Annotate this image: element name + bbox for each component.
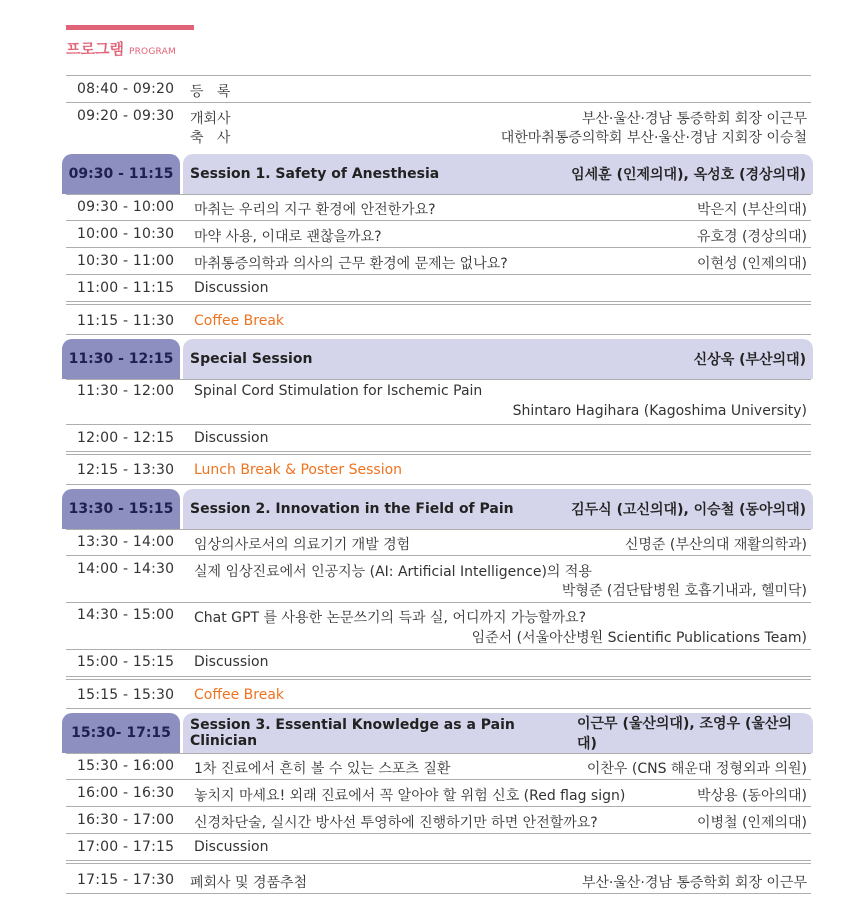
divider [66, 753, 811, 754]
talk-speaker: 이찬우 (CNS 해운대 정형외과 의원) [586, 761, 807, 777]
talk-title: 임상의사로서의 의료기기 개발 경험 [194, 537, 411, 553]
divider [66, 220, 811, 221]
talk-time: 15:00 - 15:15 [77, 654, 175, 670]
session3-title: Session 3. Essential Knowledge as a Pain Clinician [190, 717, 515, 749]
talk-speaker: 이병철 (인제의대) [696, 815, 807, 831]
divider [66, 555, 811, 556]
talk-title: Chat GPT 를 사용한 논문쓰기의 득과 실, 어디까지 가능할까요? [194, 610, 587, 626]
divider [66, 424, 811, 425]
talk-title: 신경차단술, 실시간 방사선 투영하에 진행하기만 하면 안전할까요? [194, 815, 598, 831]
talk-speaker: 신명준 (부산의대 재활의학과) [624, 537, 807, 553]
talk-time: 10:30 - 11:00 [77, 253, 175, 269]
session1-chairs: 임세훈 (인제의대), 옥성호 (경상의대) [571, 167, 806, 183]
special-session-chairs: 신상욱 (부산의대) [693, 352, 806, 368]
talk-time: 09:30 - 10:00 [77, 199, 175, 215]
talk-time: 16:00 - 16:30 [77, 785, 175, 801]
closing-label: 폐회사 및 경품추첨 [190, 875, 308, 891]
divider [66, 806, 811, 807]
talk-title: Spinal Cord Stimulation for Ischemic Pain [194, 383, 483, 399]
coffee-break-label: Coffee Break [194, 313, 285, 329]
break-time: 11:15 - 11:30 [77, 313, 175, 329]
lunch-break-label: Lunch Break & Poster Session [194, 462, 403, 478]
divider [66, 649, 811, 650]
divider [66, 379, 811, 380]
session3-time: 15:30- 17:15 [62, 713, 180, 753]
congratulatory-label: 축 사 [190, 130, 231, 146]
divider [66, 779, 811, 780]
talk-speaker: Shintaro Hagihara (Kagoshima University) [512, 403, 807, 419]
divider [66, 247, 811, 248]
special-session-title: Special Session [190, 351, 313, 367]
break-time: 12:15 - 13:30 [77, 462, 175, 478]
session2-title: Session 2. Innovation in the Field of Pain [190, 501, 514, 517]
divider [66, 708, 811, 709]
talk-time: 15:30 - 16:00 [77, 758, 175, 774]
discussion-label: Discussion [194, 654, 269, 670]
divider [66, 602, 811, 603]
opening-remarks-label: 개회사 [190, 111, 231, 127]
talk-time: 17:00 - 17:15 [77, 839, 175, 855]
registration-label: 등 록 [190, 84, 231, 100]
talk-time: 14:00 - 14:30 [77, 561, 175, 577]
divider [66, 334, 811, 335]
talk-speaker: 박은지 (부산의대) [696, 202, 807, 218]
talk-speaker: 이현성 (인제의대) [696, 256, 807, 272]
talk-speaker: 박상용 (동아의대) [696, 788, 807, 804]
talk-speaker: 유호경 (경상의대) [696, 229, 807, 245]
program-title: 프로그램 [66, 40, 124, 58]
session3-header [183, 713, 813, 753]
discussion-label: Discussion [194, 839, 269, 855]
talk-title: 마취는 우리의 지구 환경에 안전한가요? [194, 202, 436, 218]
opening-time: 09:20 - 09:30 [77, 108, 175, 124]
opening-remarks-speaker: 부산·울산·경남 통증학회 회장 이근무 [581, 111, 807, 127]
double-divider [66, 301, 811, 305]
session1-header [183, 154, 813, 194]
talk-title: 마취통증의학과 의사의 근무 환경에 문제는 없나요? [194, 256, 508, 272]
divider [66, 893, 811, 894]
talk-time: 16:30 - 17:00 [77, 812, 175, 828]
talk-speaker: 임준서 (서울아산병원 Scientific Publications Team) [471, 630, 807, 646]
talk-time: 13:30 - 14:00 [77, 534, 175, 550]
special-session-header [183, 339, 813, 379]
talk-time: 12:00 - 12:15 [77, 430, 175, 446]
talk-title: 마약 사용, 이대로 괜찮을까요? [194, 229, 382, 245]
talk-time: 10:00 - 10:30 [77, 226, 175, 242]
double-divider [66, 676, 811, 680]
break-time: 15:15 - 15:30 [77, 687, 175, 703]
talk-time: 14:30 - 15:00 [77, 607, 175, 623]
divider [66, 833, 811, 834]
discussion-label: Discussion [194, 430, 269, 446]
double-divider [66, 451, 811, 455]
coffee-break-label: Coffee Break [194, 687, 285, 703]
closing-time: 17:15 - 17:30 [77, 872, 175, 888]
talk-speaker: 박형준 (검단탑병원 호흡기내과, 헬미닥) [561, 583, 807, 599]
registration-time: 08:40 - 09:20 [77, 81, 175, 97]
session1-title: Session 1. Safety of Anesthesia [190, 166, 440, 182]
session2-header [183, 489, 813, 529]
divider [66, 194, 811, 195]
talk-title: 1차 진료에서 흔히 볼 수 있는 스포츠 질환 [194, 761, 451, 777]
talk-title: 실제 임상진료에서 인공지능 (AI: Artificial Intelligence)의 적용 [194, 564, 592, 580]
divider [66, 75, 811, 76]
session1-time: 09:30 - 11:15 [62, 154, 180, 194]
closing-speaker: 부산·울산·경남 통증학회 회장 이근무 [581, 875, 807, 891]
divider [66, 484, 811, 485]
divider [66, 274, 811, 275]
divider [66, 529, 811, 530]
talk-time: 11:30 - 12:00 [77, 383, 175, 399]
header-accent-bar [66, 25, 194, 30]
program-title-en: PROGRAM [128, 47, 176, 57]
talk-time: 11:00 - 11:15 [77, 280, 175, 296]
session2-chairs: 김두식 (고신의대), 이승철 (동아의대) [571, 502, 806, 518]
program-header [66, 38, 176, 59]
session3-chairs: 이근무 (울산의대), 조영우 (울산의대) [577, 716, 792, 752]
double-divider [66, 860, 811, 864]
special-session-time: 11:30 - 12:15 [62, 339, 180, 379]
session2-time: 13:30 - 15:15 [62, 489, 180, 529]
divider [66, 102, 811, 103]
congratulatory-speaker: 대한마취통증의학회 부산·울산·경남 지회장 이승철 [500, 130, 807, 146]
talk-title: 놓치지 마세요! 외래 진료에서 꼭 알아야 할 위험 신호 (Red flag sign) [194, 788, 626, 804]
discussion-label: Discussion [194, 280, 269, 296]
